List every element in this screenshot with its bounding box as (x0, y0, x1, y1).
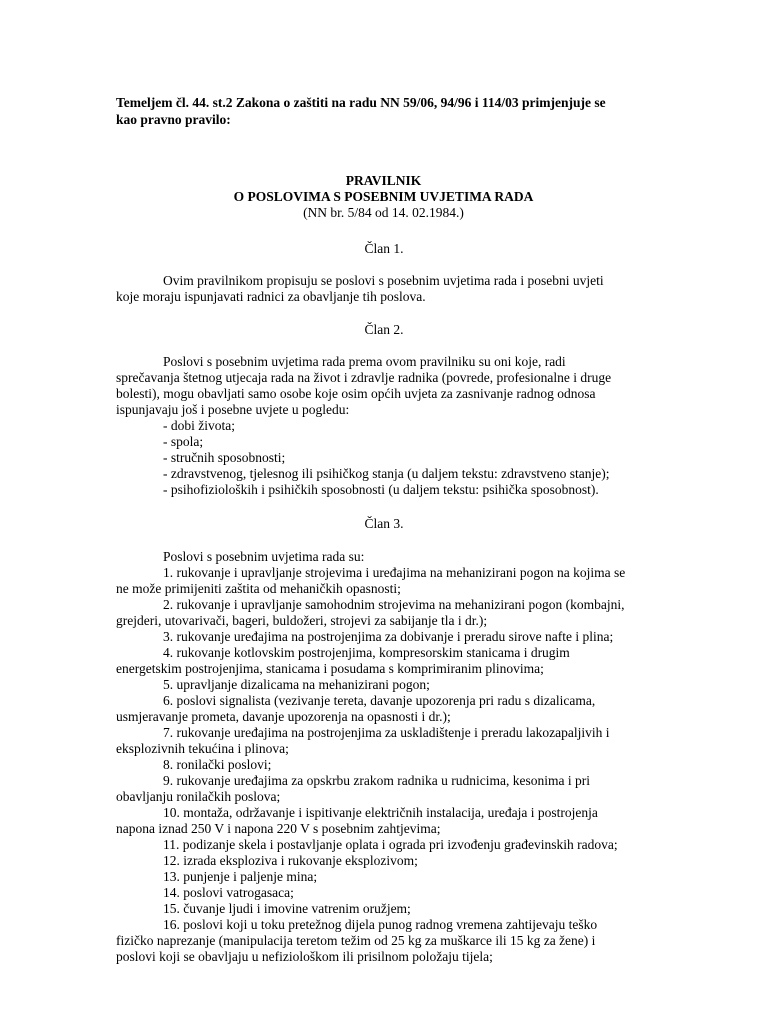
list-item: 13. punjenje i paljenje mina; (163, 869, 318, 884)
intro-line: kao pravno pravilo: (116, 112, 231, 127)
text-line: poslovi koji se obavljaju u nefiziološkom ili prisilnom položaju tijela; (116, 949, 493, 964)
article-2-text (116, 354, 656, 498)
list-item: 11. podizanje skela i postavljanje oplata i ograda pri izvođenju građevinskih radova; (163, 837, 618, 852)
text-line: fizičko naprezanje (manipulacija teretom težim od 25 kg za muškarce ili 15 kg za žene) i (116, 933, 596, 948)
list-item: 2. rukovanje i upravljanje samohodnim strojevima na mehanizirani pogon (kombajni, (163, 597, 625, 612)
article-1-text (116, 273, 656, 305)
text-line: napona iznad 250 V i napona 220 V s posebnim zahtjevima; (116, 821, 441, 836)
text-line: koje moraju ispunjavati radnici za obavljanje tih poslova. (116, 289, 426, 304)
article-1-heading: Član 1. (364, 241, 404, 256)
list-item: 6. poslovi signalista (vezivanje tereta, davanje upozorenja pri radu s dizalicama, (163, 693, 596, 708)
intro-line: Temeljem čl. 44. st.2 Zakona o zaštiti na radu NN 59/06, 94/96 i 114/03 primjenjuje se (116, 95, 606, 110)
legal-basis-intro (116, 94, 656, 128)
list-item: 16. poslovi koji u toku pretežnog dijela punog radnog vremena zahtijevaju teško (163, 917, 598, 932)
list-item: 4. rukovanje kotlovskim postrojenjima, kompresorskim stanicama i drugim (163, 645, 570, 660)
text-line: Poslovi s posebnim uvjetima rada prema ovom pravilniku su oni koje, radi (163, 354, 566, 369)
text-line: usmjeravanje prometa, davanje upozorenja na opasnosti i dr.); (116, 709, 451, 724)
text-line: bolesti), mogu obavljati samo osobe koje osim općih uvjeta za zasnivanje radnog odnosa (116, 386, 596, 401)
article-3-text (116, 549, 656, 965)
article-3-heading: Član 3. (364, 516, 404, 531)
document-title (0, 173, 768, 221)
text-line: obavljanju ronilačkih poslova; (116, 789, 281, 804)
list-item: - psihofizioloških i psihičkih sposobnosti (u daljem tekstu: psihička sposobnost). (163, 482, 599, 497)
text-line: sprečavanja štetnog utjecaja rada na život i zdravlje radnika (povrede, profesionalne i druge (116, 370, 612, 385)
list-item: - spola; (163, 434, 204, 449)
list-item: - dobi života; (163, 418, 235, 433)
list-item: 12. izrada eksploziva i rukovanje eksplozivom; (163, 853, 418, 868)
list-item: 7. rukovanje uređajima na postrojenjima za uskladištenje i preradu lakozapaljivih i (163, 725, 610, 740)
list-item: 1. rukovanje i upravljanje strojevima i uređajima na mehanizirani pogon na kojima se (163, 565, 626, 580)
list-item: 8. ronilački poslovi; (163, 757, 272, 772)
text-line: Ovim pravilnikom propisuju se poslovi s posebnim uvjetima rada i posebni uvjeti (163, 273, 604, 288)
list-item: - stručnih sposobnosti; (163, 450, 286, 465)
list-item: 3. rukovanje uređajima na postrojenjima za dobivanje i preradu sirove nafte i plina; (163, 629, 614, 644)
text-line: ne može primijeniti zaštita od mehaničkih opasnosti; (116, 581, 401, 596)
list-item: - zdravstvenog, tjelesnog ili psihičkog stanja (u daljem tekstu: zdravstveno stanje); (163, 466, 610, 481)
list-item: 9. rukovanje uređajima za opskrbu zrakom radnika u rudnicima, kesonima i pri (163, 773, 590, 788)
list-item: 14. poslovi vatrogasaca; (163, 885, 294, 900)
list-item: 10. montaža, održavanje i ispitivanje električnih instalacija, uređaja i postrojenja (163, 805, 598, 820)
text-line: energetskim postrojenjima, stanicama i posudama s komprimiranim plinovima; (116, 661, 544, 676)
text-line: grejderi, utovarivači, bageri, buldožeri, strojevi za sabijanje tla i dr.); (116, 613, 488, 628)
text-line: eksplozivnih tekućina i plinova; (116, 741, 289, 756)
text-line: ispunjavaju još i posebne uvjete u pogledu: (116, 402, 350, 417)
title-line: PRAVILNIK (345, 173, 422, 188)
gazette-reference: (NN br. 5/84 od 14. 02.1984.) (303, 205, 464, 220)
text-line: Poslovi s posebnim uvjetima rada su: (163, 549, 365, 564)
article-2-heading: Član 2. (364, 322, 404, 337)
title-subtitle: O POSLOVIMA S POSEBNIM UVJETIMA RADA (233, 189, 534, 204)
list-item: 5. upravljanje dizalicama na mehanizirani pogon; (163, 677, 430, 692)
list-item: 15. čuvanje ljudi i imovine vatrenim oružjem; (163, 901, 411, 916)
